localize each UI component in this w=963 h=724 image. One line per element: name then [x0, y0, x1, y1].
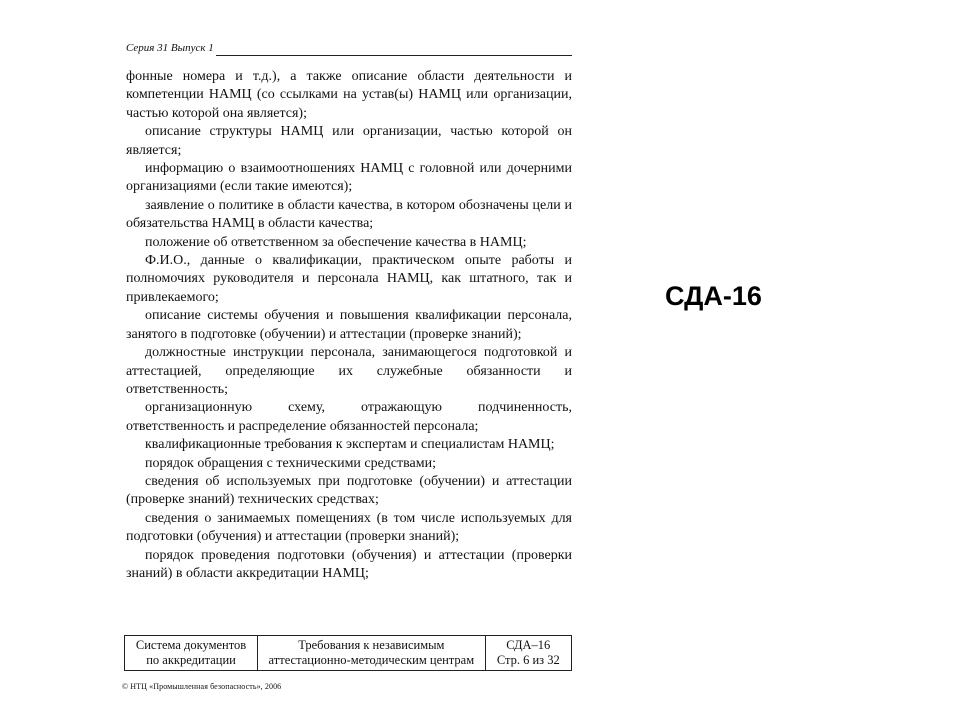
document-page	[118, 38, 588, 698]
footer-title-cell	[257, 636, 484, 670]
paragraph: квалификационные требования к экспертам и специалистам НАМЦ;	[145, 437, 555, 453]
paragraph: описание структуры НАМЦ или организации, частью которой он является;	[126, 124, 572, 158]
paragraph: порядок обращения с техническими средствами;	[145, 455, 436, 471]
paragraph: положение об ответственном за обеспечение качества в НАМЦ;	[145, 234, 527, 250]
paragraph: сведения об используемых при подготовке (обучении) и аттестации (проверке знаний) технических средствах;	[126, 473, 572, 508]
footer-system-cell	[124, 636, 257, 670]
paragraph: информацию о взаимоотношениях НАМЦ с головной или дочерними организациями (если такие имеются);	[126, 161, 572, 195]
footer-title-line1: Требования к независимым	[298, 638, 445, 652]
footer-system-line1: Система документов	[135, 638, 247, 652]
paragraph: сведения о занимаемых помещениях (в том числе используемых для подготовки (обучения) и аттестации (проверки знаний);	[126, 510, 572, 545]
copyright-notice: © НТЦ «Промышленная безопасность», 2006	[122, 682, 282, 691]
footer-table	[124, 635, 572, 671]
paragraph: порядок проведения подготовки (обучения) и аттестации (проверки знаний) в области аккредитации НАМЦ;	[126, 547, 572, 581]
paragraph: организационную схему, отражающую подчиненность, ответственность и распределение обязанностей персонала;	[126, 400, 572, 434]
document-code-label: СДА-16	[665, 281, 762, 311]
paragraph: заявление о политике в области качества, в котором обозначены цели и обязательства НАМЦ в области качества;	[126, 197, 572, 232]
paragraph: должностные инструкции персонала, занимающегося подготовкой и аттестацией, определяющие их служебные обязанности и ответственность;	[126, 345, 572, 397]
paragraph: Ф.И.О., данные о квалификации, практическом опыте работы и полномочиях руководителя и персонала НАМЦ, как штатного, так и привлекаемого;	[126, 253, 572, 305]
header-rule	[216, 55, 572, 56]
series-header: Серия 31 Выпуск 1	[126, 42, 214, 54]
footer-system-line2: по аккредитации	[146, 653, 236, 667]
paragraph: фонные номера и т.д.), а также описание области деятельности и компетенции НАМЦ (со ссылками на устав(ы) НАМЦ или организации, частью которой она является);	[126, 69, 572, 121]
body-text	[126, 68, 572, 583]
footer-code: СДА–16	[506, 638, 551, 652]
paragraph: описание системы обучения и повышения квалификации персонала, занятого в подготовке (обучении) и аттестации (проверке знаний);	[126, 308, 572, 342]
footer-code-cell	[485, 636, 572, 670]
footer-title-line2: аттестационно-методическим центрам	[268, 653, 475, 667]
footer-page-number: Стр. 6 из 32	[496, 653, 560, 667]
